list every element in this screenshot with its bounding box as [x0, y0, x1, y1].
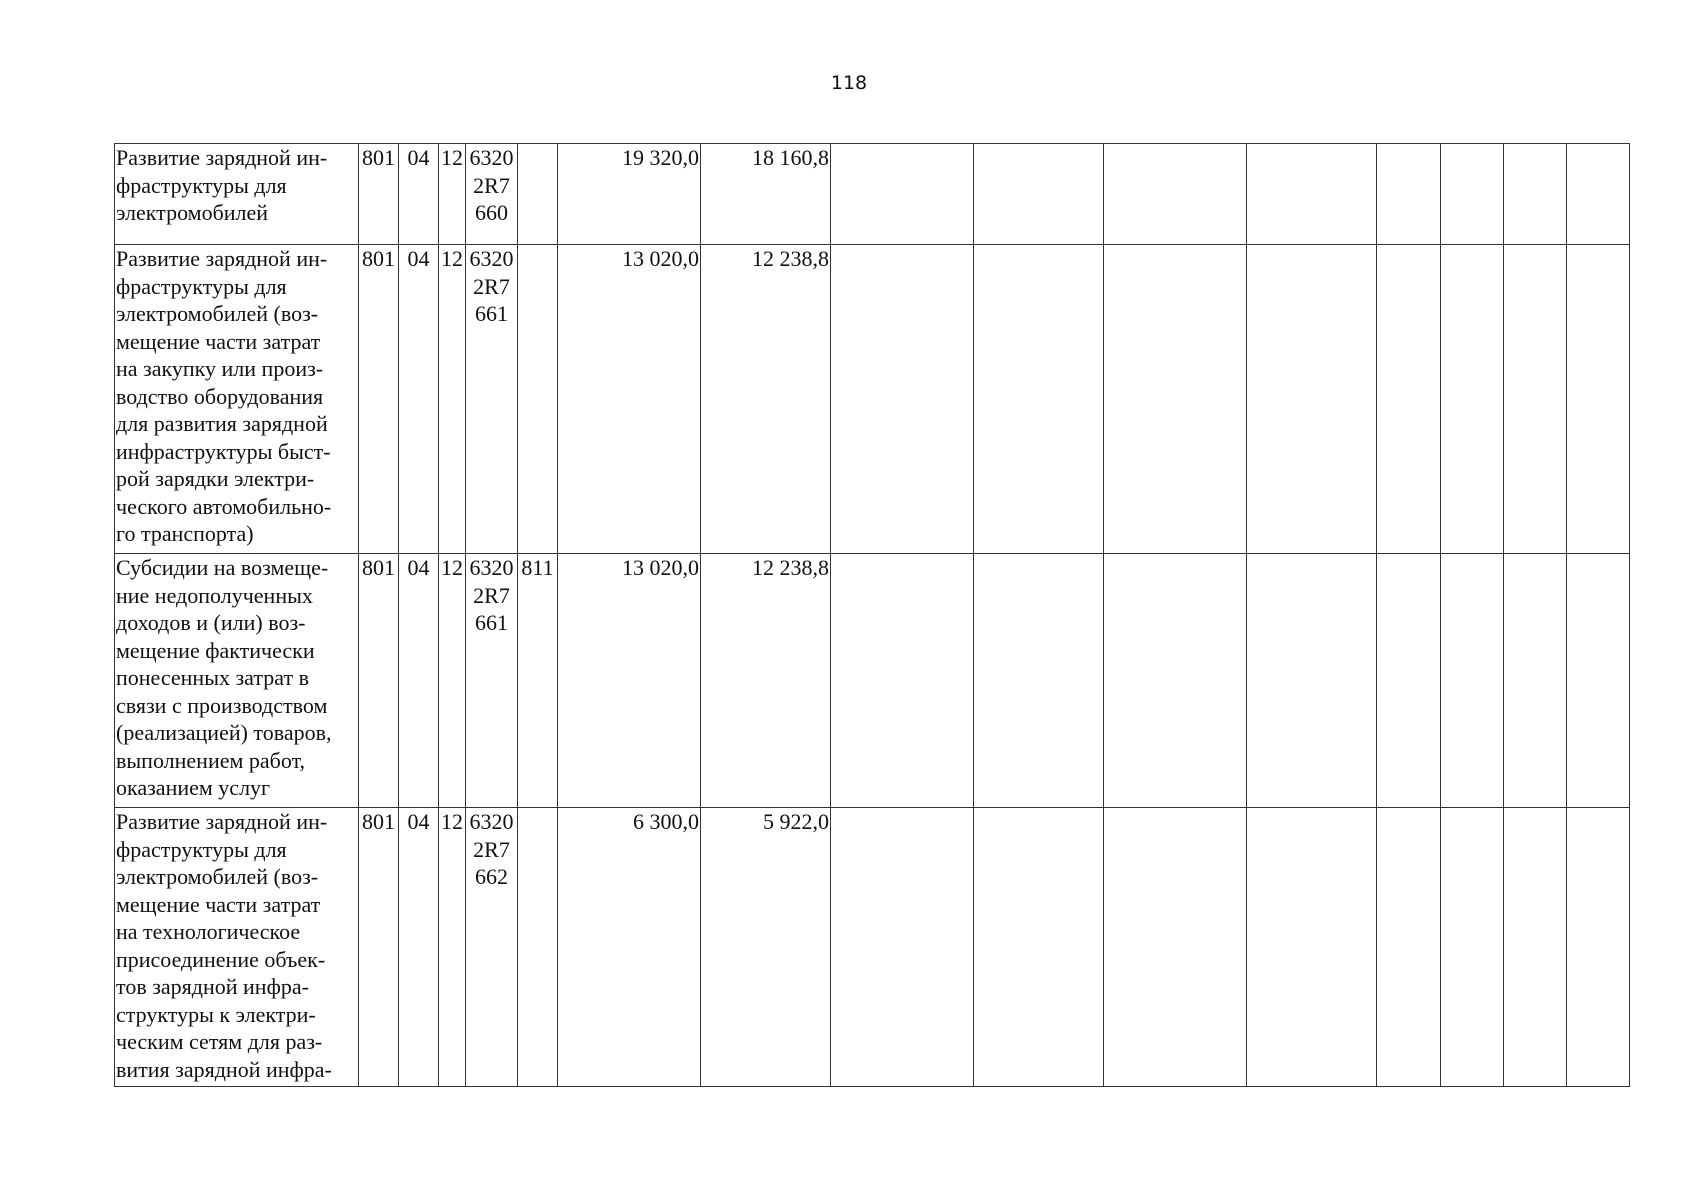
- csr-line: 2R7: [473, 836, 510, 862]
- amount2-cell: 12 238,8: [701, 554, 831, 808]
- pr-cell: 12: [439, 808, 466, 1087]
- empty-cell: [831, 808, 974, 1087]
- empty-cell: [1567, 808, 1630, 1087]
- row-name-line: фраструктуры для: [116, 172, 287, 198]
- empty-cell: [1567, 144, 1630, 245]
- row-name-cell: [115, 245, 359, 554]
- pr-cell: 12: [439, 245, 466, 554]
- amount2-cell: 5 922,0: [701, 808, 831, 1087]
- empty-cell: [1104, 554, 1247, 808]
- csr-cell: [466, 144, 518, 245]
- row-name-line: инфраструктуры быст-: [116, 438, 331, 464]
- pr-cell: 12: [439, 554, 466, 808]
- row-name-cell: [115, 144, 359, 245]
- empty-cell: [1504, 554, 1567, 808]
- ved-cell: 801: [359, 554, 399, 808]
- empty-cell: [1377, 808, 1441, 1087]
- row-name-line: электромобилей: [116, 200, 269, 225]
- row-name-line: Субсидии на возмеще-: [116, 555, 329, 580]
- csr-line: 662: [475, 864, 508, 889]
- row-name-line: ческого автомобильно-: [116, 493, 332, 519]
- row-name-cell: [115, 808, 359, 1087]
- amount2-cell: 18 160,8: [701, 144, 831, 245]
- row-name-cell: [115, 554, 359, 808]
- page-number: 118: [830, 72, 868, 94]
- empty-cell: [1504, 245, 1567, 554]
- empty-cell: [1247, 245, 1377, 554]
- csr-cell: [466, 245, 518, 554]
- row-name-line: понесенных затрат в: [116, 665, 309, 690]
- empty-cell: [1441, 554, 1504, 808]
- empty-cell: [1247, 808, 1377, 1087]
- empty-cell: [1567, 245, 1630, 554]
- empty-cell: [1104, 144, 1247, 245]
- row-name-line: присоединение объек-: [116, 946, 326, 972]
- amount1-cell: 6 300,0: [558, 808, 701, 1087]
- empty-cell: [1247, 554, 1377, 808]
- empty-cell: [831, 144, 974, 245]
- row-name-line: электромобилей (воз-: [116, 301, 319, 326]
- empty-cell: [1504, 808, 1567, 1087]
- empty-cell: [974, 245, 1104, 554]
- row-name-line: ние недополученных: [116, 582, 313, 608]
- csr-line: 660: [475, 200, 508, 225]
- table-row: [115, 808, 1630, 1087]
- row-name-line: мещение фактически: [116, 637, 315, 663]
- csr-line: 2R7: [473, 273, 510, 299]
- csr-line: 6320: [469, 145, 514, 170]
- table-row: [115, 144, 1630, 245]
- empty-cell: [974, 144, 1104, 245]
- amount1-cell: 19 320,0: [558, 144, 701, 245]
- vr-cell: [518, 144, 558, 245]
- csr-line: 661: [475, 610, 508, 635]
- vr-cell: [518, 808, 558, 1087]
- row-name-line: (реализацией) товаров,: [116, 720, 332, 745]
- row-name-line: тов зарядной инфра-: [116, 974, 309, 999]
- pr-cell: 12: [439, 144, 466, 245]
- empty-cell: [1377, 245, 1441, 554]
- table-row: [115, 554, 1630, 808]
- ved-cell: 801: [359, 808, 399, 1087]
- row-name-line: на закупку или произ-: [116, 356, 324, 381]
- row-name-line: рой зарядки электри-: [116, 466, 315, 491]
- empty-cell: [831, 554, 974, 808]
- empty-cell: [1104, 808, 1247, 1087]
- row-name-line: ческим сетям для раз-: [116, 1029, 323, 1054]
- table-row: [115, 245, 1630, 554]
- ved-cell: 801: [359, 245, 399, 554]
- row-name-line: вития зарядной инфра-: [116, 1056, 332, 1082]
- empty-cell: [974, 808, 1104, 1087]
- row-name-line: Развитие зарядной ин-: [116, 809, 328, 834]
- rz-cell: 04: [399, 144, 439, 245]
- vr-cell: [518, 245, 558, 554]
- row-name-line: выполнением работ,: [116, 747, 306, 773]
- csr-line: 2R7: [473, 582, 510, 608]
- rz-cell: 04: [399, 808, 439, 1087]
- row-name-line: для развития зарядной: [116, 411, 328, 436]
- row-name-line: водство оборудования: [116, 383, 324, 409]
- ved-cell: 801: [359, 144, 399, 245]
- row-name-line: Развитие зарядной ин-: [116, 145, 328, 170]
- csr-cell: [466, 808, 518, 1087]
- row-name-line: оказанием услуг: [116, 775, 271, 800]
- empty-cell: [1247, 144, 1377, 245]
- empty-cell: [1377, 144, 1441, 245]
- csr-line: 2R7: [473, 172, 510, 198]
- amount2-cell: 12 238,8: [701, 245, 831, 554]
- empty-cell: [1377, 554, 1441, 808]
- empty-cell: [974, 554, 1104, 808]
- row-name-line: мещение части затрат: [116, 328, 321, 354]
- csr-cell: [466, 554, 518, 808]
- table-body: [115, 144, 1630, 1087]
- empty-cell: [1104, 245, 1247, 554]
- csr-line: 6320: [469, 246, 514, 271]
- amount1-cell: 13 020,0: [558, 245, 701, 554]
- vr-cell: 811: [518, 554, 558, 808]
- row-name-line: фраструктуры для: [116, 273, 287, 299]
- row-name-line: на технологическое: [116, 919, 301, 944]
- empty-cell: [1504, 144, 1567, 245]
- empty-cell: [1441, 144, 1504, 245]
- empty-cell: [1441, 808, 1504, 1087]
- csr-line: 661: [475, 301, 508, 326]
- rz-cell: 04: [399, 554, 439, 808]
- row-name-line: го транспорта): [116, 521, 254, 546]
- amount1-cell: 13 020,0: [558, 554, 701, 808]
- row-name-line: Развитие зарядной ин-: [116, 246, 328, 271]
- row-name-line: мещение части затрат: [116, 891, 321, 917]
- empty-cell: [1441, 245, 1504, 554]
- row-name-line: связи с производством: [116, 692, 328, 718]
- rz-cell: 04: [399, 245, 439, 554]
- budget-table: [114, 143, 1630, 1087]
- row-name-line: электромобилей (воз-: [116, 864, 319, 889]
- empty-cell: [831, 245, 974, 554]
- csr-line: 6320: [469, 809, 514, 834]
- csr-line: 6320: [469, 555, 514, 580]
- row-name-line: фраструктуры для: [116, 836, 287, 862]
- empty-cell: [1567, 554, 1630, 808]
- row-name-line: доходов и (или) воз-: [116, 610, 306, 635]
- row-name-line: структуры к электри-: [116, 1001, 316, 1027]
